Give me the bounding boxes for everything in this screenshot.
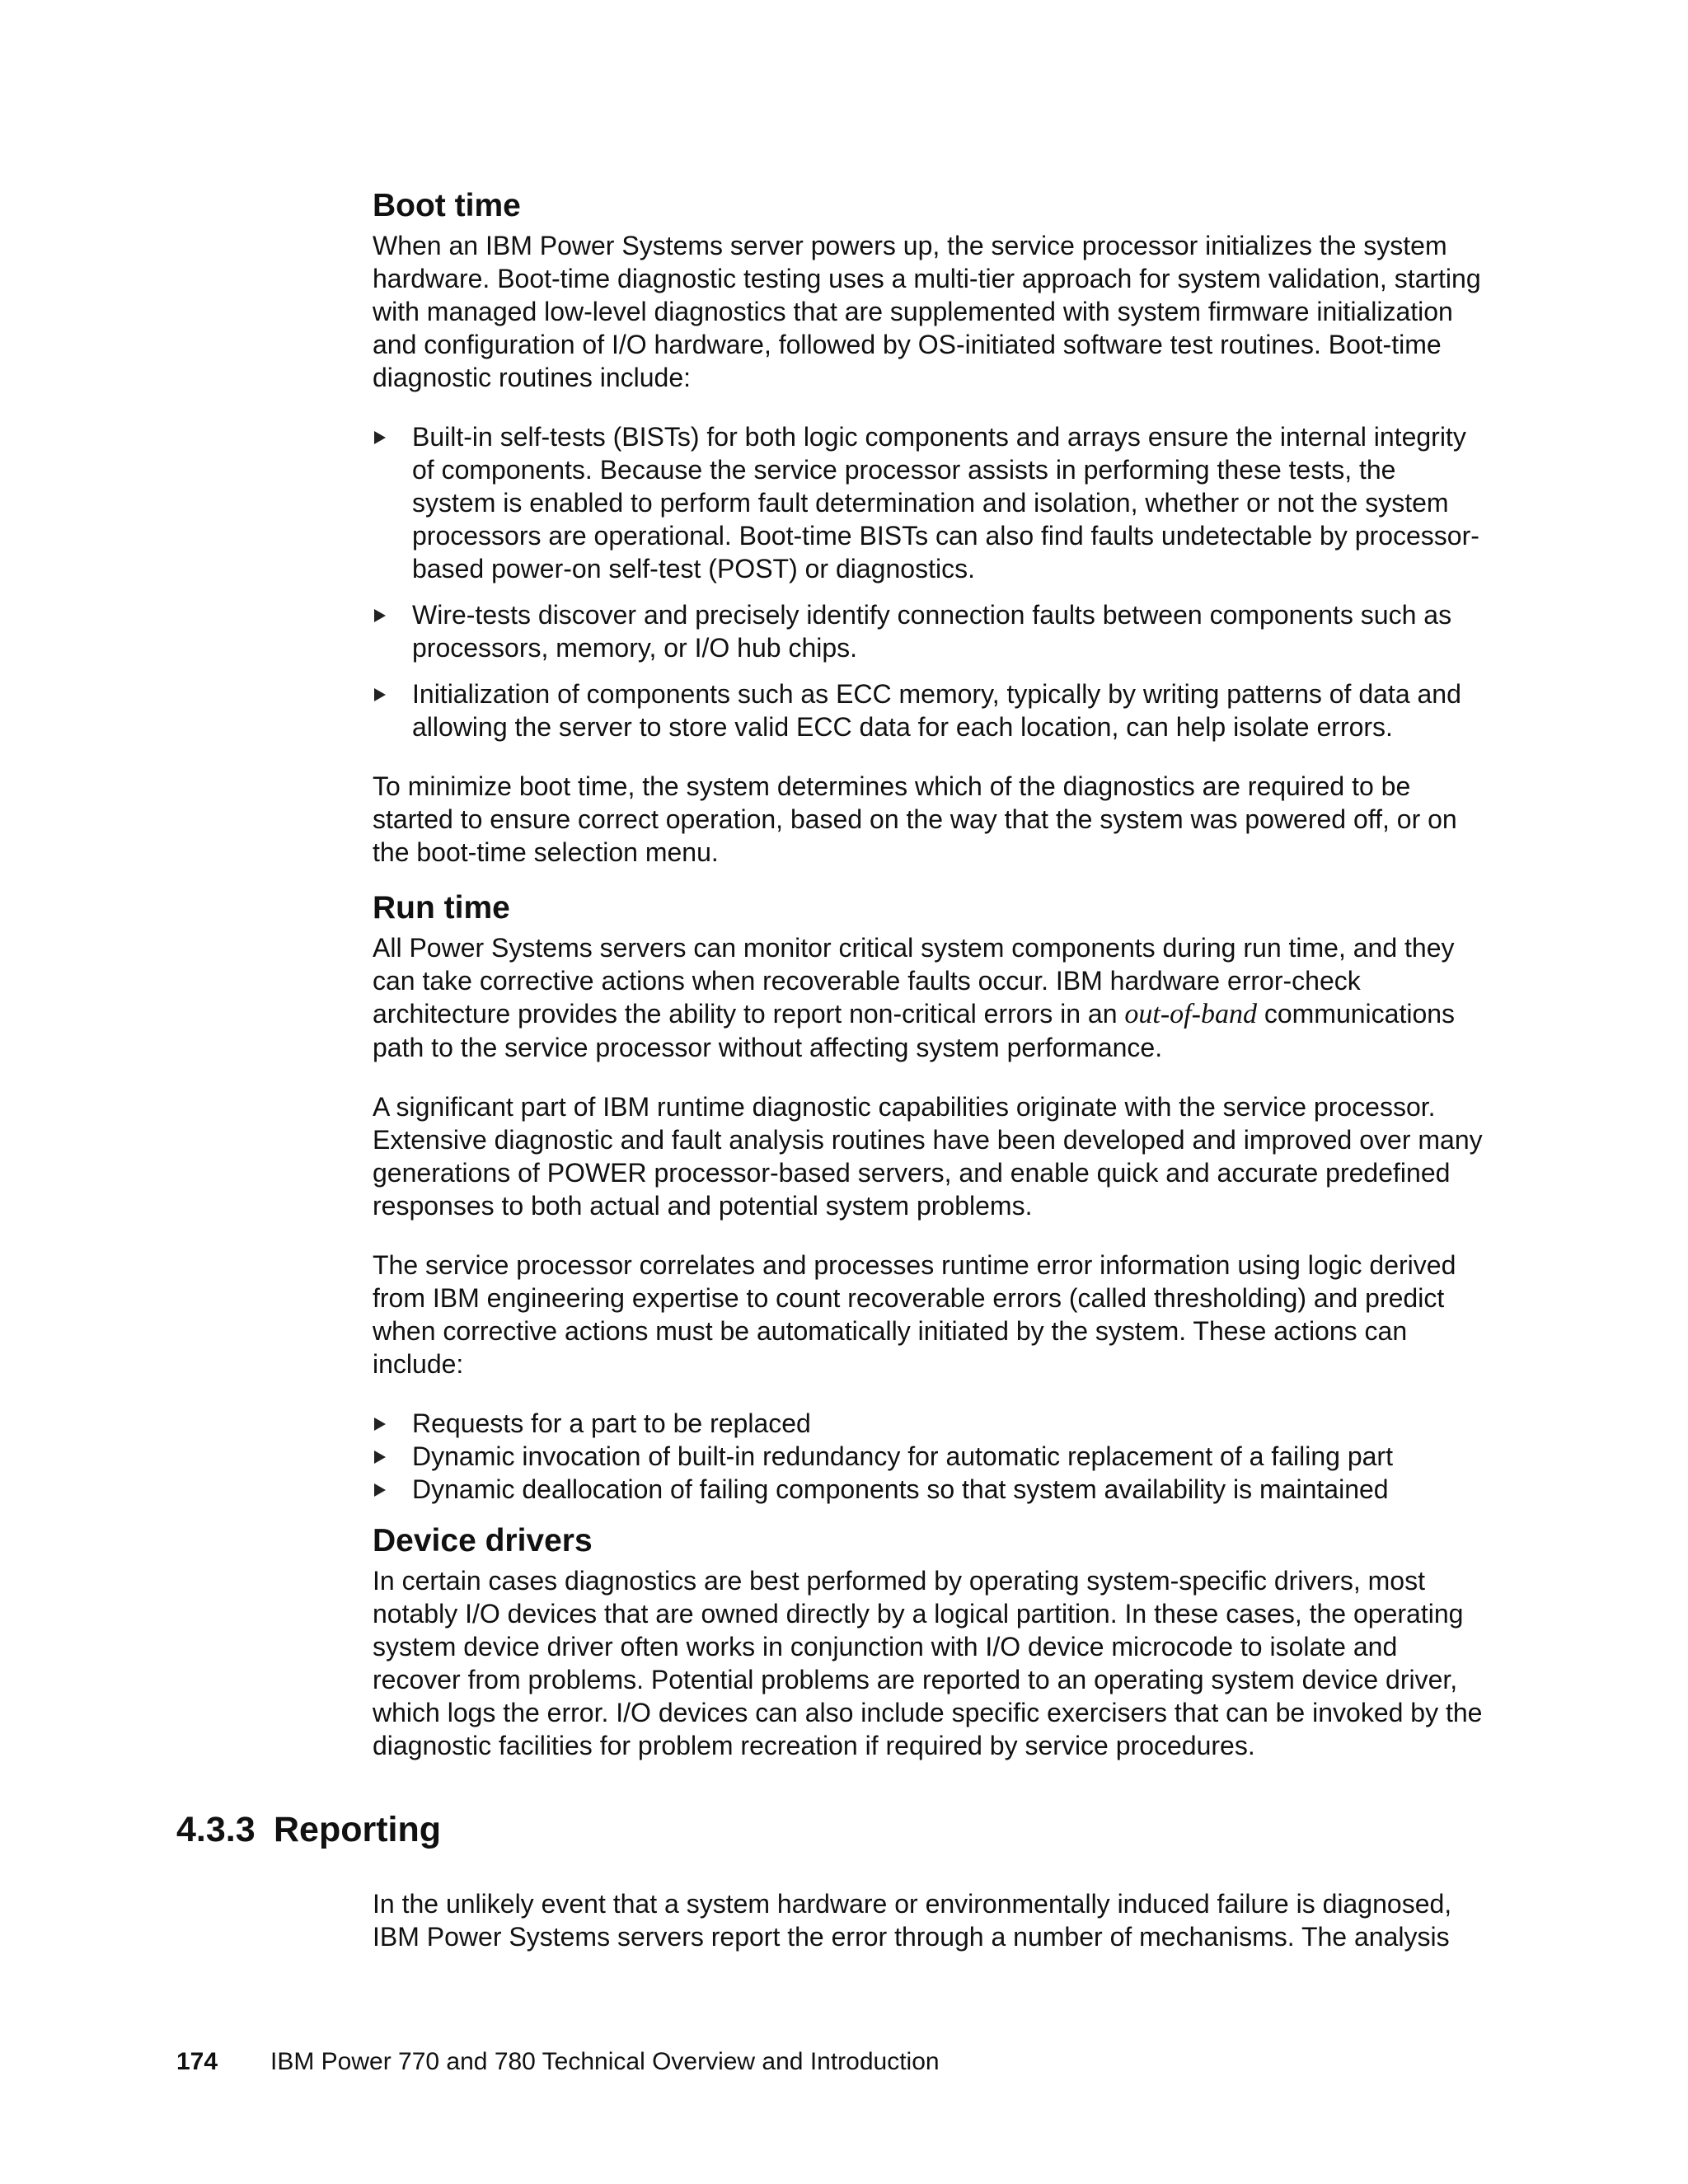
triangle-bullet-icon [374,431,386,444]
boot-time-bullet-list [373,420,1485,743]
device-drivers-section [373,1521,1485,1762]
triangle-bullet-icon [374,609,386,622]
run-time-section [373,888,1485,1532]
triangle-bullet-icon [374,1483,386,1497]
run-time-bullet-list [373,1407,1485,1506]
triangle-bullet-icon [374,1418,386,1431]
boot-time-heading: Boot time [373,188,521,223]
reporting-text: In the unlikely event that a system hardware or environmentally induced failure is diagnosed, IBM Power Systems servers report the error through a number of mechanisms. The analysis [373,1889,1452,1952]
reporting-section [373,1887,1485,1953]
reporting-section-heading [176,1808,441,1851]
list-item: Dynamic invocation of built-in redundancy for automatic replacement of a failing part [373,1440,1485,1473]
device-drivers-text: In certain cases diagnostics are best performed by operating system-specific drivers, most notably I/O devices that are owned directly by a logical partition. In these cases, the operating system device driver often works in conjunction with I/O device microcode to isolate and recover from problems. Potential problems are reported to an operating system device driver, which logs the error. I/O devices can also include specific exercisers that can be invoked by the diagnostic facilities for problem recreation if required by service procedures. [373,1566,1483,1760]
run-time-paragraph-3: The service processor correlates and processes runtime error information using logic derived from IBM engineering expertise to count recoverable errors (called thresholding) and predict when corrective actions must be automatically initiated by the system. These actions can include: [373,1250,1456,1379]
triangle-bullet-icon [374,1451,386,1464]
run-time-heading: Run time [373,890,510,926]
section-number: 4.3.3 [176,1810,256,1849]
boot-time-intro: When an IBM Power Systems server powers up, the service processor initializes the system hardware. Boot-time diagnostic testing uses a multi-tier approach for system validation, starting with managed low-level diagnostics that are supplemented with system firmware initialization and configuration of I/O hardware, followed by OS-initiated software test routines. Boot-time diagnostic routines include: [373,231,1481,392]
list-item: Dynamic deallocation of failing components so that system availability is maintained [373,1473,1485,1506]
page-number: 174 [176,2048,218,2075]
page-footer [176,2046,940,2079]
section-title: Reporting [274,1810,442,1849]
book-title: IBM Power 770 and 780 Technical Overview and Introduction [270,2048,940,2075]
list-item: Wire-tests discover and precisely identify connection faults between components such as processors, memory, or I/O hub chips. [373,598,1485,664]
list-item: Initialization of components such as ECC memory, typically by writing patterns of data and allowing the server to store valid ECC data for each location, can help isolate errors. [373,677,1485,743]
boot-time-section [373,186,1485,869]
run-time-paragraph-1: All Power Systems servers can monitor critical system components during run time, and they can take corrective actions when recoverable faults occur. IBM hardware error-check architecture provides the ability to report non-critical errors in an out-of-band communications path to the service processor without affecting system performance. [373,933,1456,1062]
list-item: Built-in self-tests (BISTs) for both logic components and arrays ensure the internal integrity of components. Because the service processor assists in performing these tests, the system is enabled to perform fault determination and isolation, whether or not the system processors are operational. Boot-time BISTs can also find faults undetectable by processor-based power-on self-test (POST) or diagnostics. [373,420,1485,585]
run-time-paragraph-2: A significant part of IBM runtime diagnostic capabilities originate with the service processor. Extensive diagnostic and fault analysis routines have been developed and improved over many generations of POWER processor-based servers, and enable quick and accurate predefined responses to both actual and potential system problems. [373,1092,1483,1221]
boot-time-closing: To minimize boot time, the system determines which of the diagnostics are required to be started to ensure correct operation, based on the way that the system was powered off, or on the boot-time selection menu. [373,771,1457,867]
triangle-bullet-icon [374,688,386,701]
out-of-band-term: out-of-band [1124,999,1257,1029]
list-item: Requests for a part to be replaced [373,1407,1485,1440]
device-drivers-heading: Device drivers [373,1523,593,1558]
